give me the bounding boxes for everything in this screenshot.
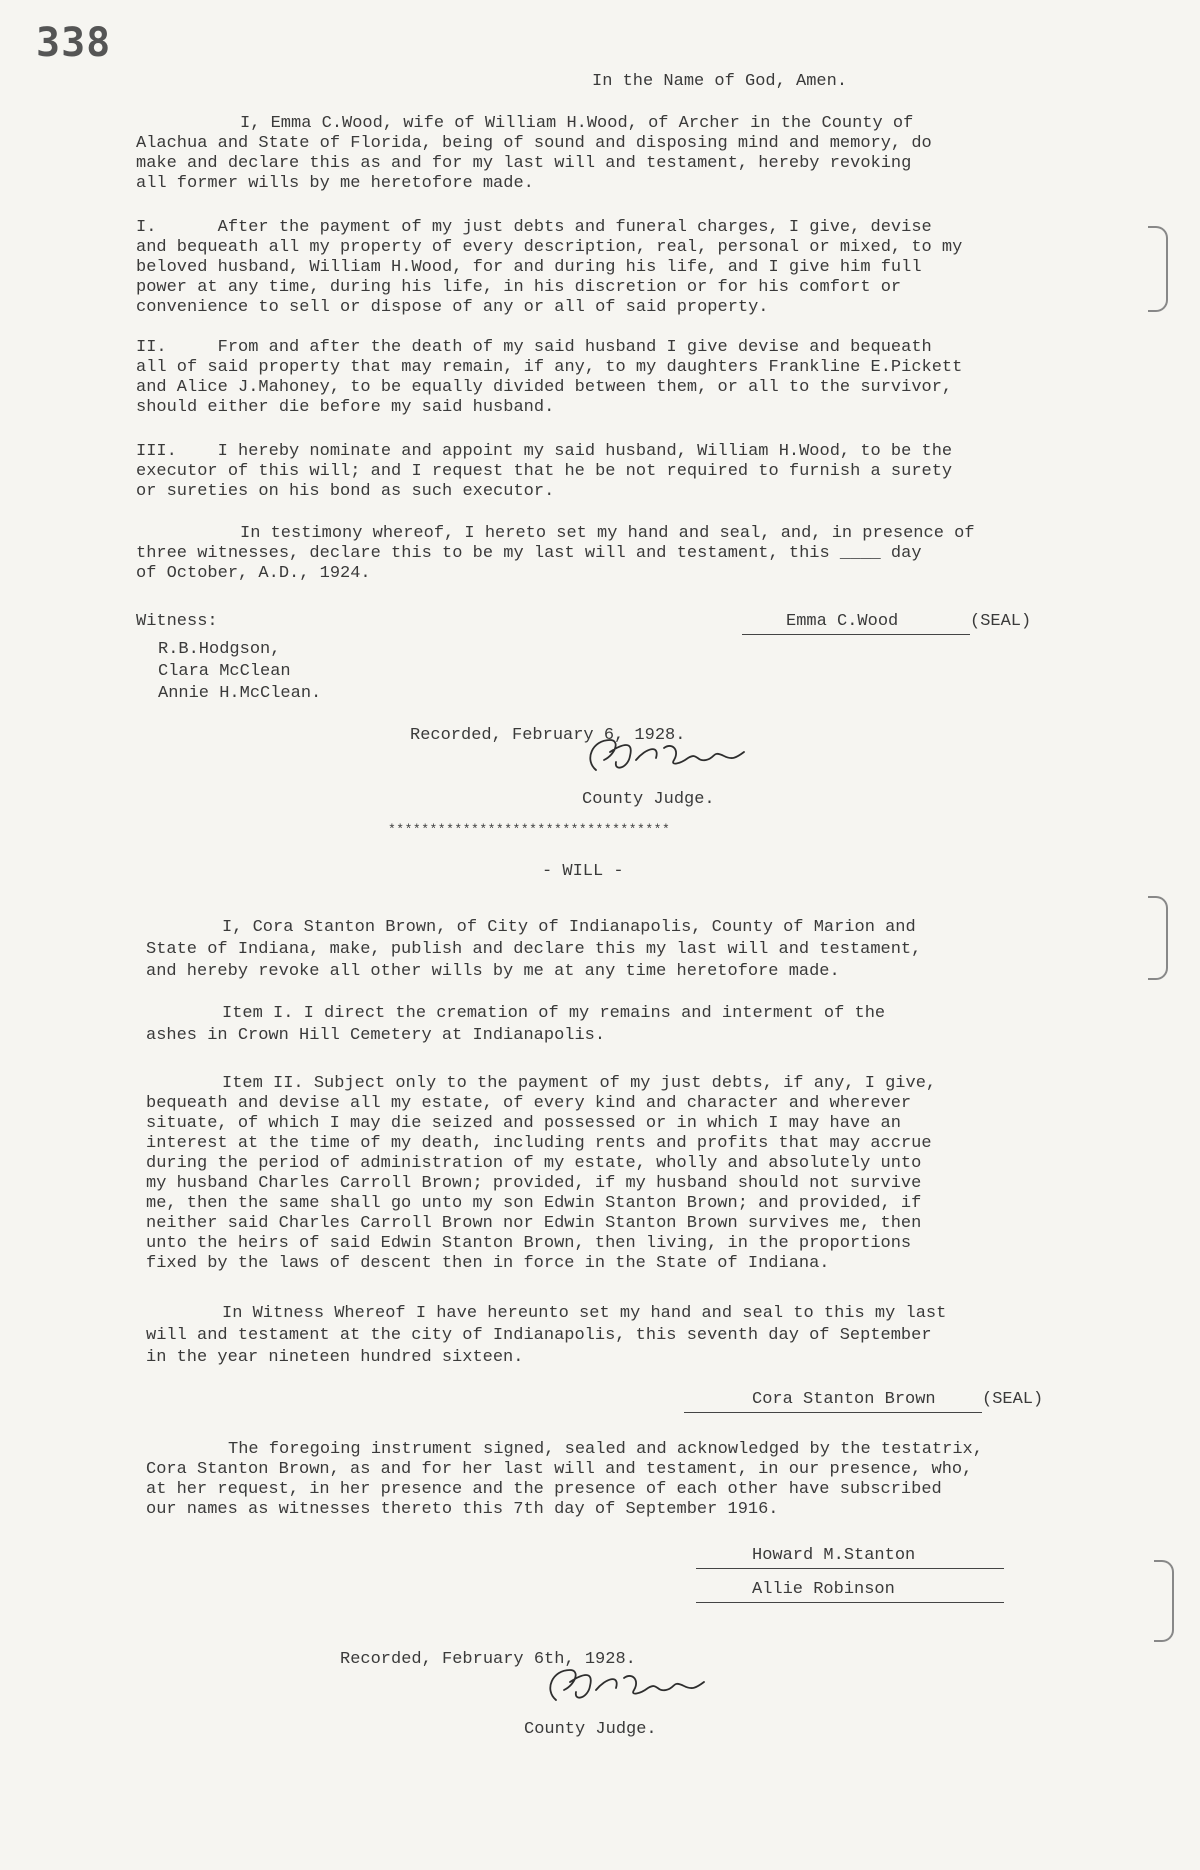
attestation-line: Cora Stanton Brown, as and for her last will and testament, in our presence, who, — [146, 1460, 973, 1479]
will2-witness-clause-line: will and testament at the city of Indianapolis, this seventh day of September — [146, 1326, 932, 1345]
will1-item1-line: beloved husband, William H.Wood, for and during his life, and I give him full — [136, 258, 922, 277]
will2-item2-line: me, then the same shall go unto my son Edwin Stanton Brown; and provided, if — [146, 1194, 922, 1213]
witness-signature: Howard M.Stanton — [752, 1546, 916, 1565]
will1-item1-line: power at any time, during his life, in his discretion or for his comfort or — [136, 278, 902, 297]
will2-title: - WILL - — [542, 862, 624, 881]
will1-item1-line: and bequeath all my property of every description, real, personal or mixed, to my — [136, 238, 963, 257]
will1-item3-line: or sureties on his bond as such executor. — [136, 482, 555, 501]
will1-intro-line: all former wills by me heretofore made. — [136, 174, 534, 193]
will2-intro-line: I, Cora Stanton Brown, of City of Indianapolis, County of Marion and — [222, 918, 916, 937]
seal-mark: (SEAL) — [970, 612, 1032, 631]
will2-witness-clause-line: in the year nineteen hundred sixteen. — [146, 1348, 524, 1367]
will2-intro-line: and hereby revoke all other wills by me at any time heretofore made. — [146, 962, 840, 981]
will2-item2-line: situate, of which I may die seized and possessed or in which I may have an — [146, 1114, 901, 1133]
county-judge-label: County Judge. — [582, 790, 715, 809]
section-separator: ********************************** — [388, 822, 671, 837]
will1-testimony-line: three witnesses, declare this to be my last will and testament, this ____ day — [136, 544, 922, 563]
will1-testimony-line: of October, A.D., 1924. — [136, 564, 371, 583]
attestation-line: at her request, in her presence and the presence of each other have subscribed — [146, 1480, 942, 1499]
will1-item3-line: III. I hereby nominate and appoint my said husband, William H.Wood, to be the — [136, 442, 953, 461]
witness-name: Clara McClean — [158, 662, 291, 681]
will1-item2-line: all of said property that may remain, if any, to my daughters Frankline E.Pickett — [136, 358, 963, 377]
will1-testimony-line: In testimony whereof, I hereto set my hand and seal, and, in presence of — [240, 524, 975, 543]
will1-item2-line: II. From and after the death of my said husband I give devise and bequeath — [136, 338, 932, 357]
will1-item1-line: I. After the payment of my just debts and funeral charges, I give, devise — [136, 218, 932, 237]
seal-mark: (SEAL) — [982, 1390, 1044, 1409]
will2-item2-line: Item II. Subject only to the payment of my just debts, if any, I give, — [222, 1074, 937, 1093]
will2-item2-line: neither said Charles Carroll Brown nor Edwin Stanton Brown survives me, then — [146, 1214, 922, 1233]
witness-name: Annie H.McClean. — [158, 684, 322, 703]
page-number: 338 — [36, 20, 112, 66]
will1-item2-line: should either die before my said husband. — [136, 398, 555, 417]
signature-line — [742, 634, 970, 635]
judge-signature-icon — [536, 1660, 716, 1712]
attestation-line: The foregoing instrument signed, sealed and acknowledged by the testatrix, — [228, 1440, 983, 1459]
county-judge-label: County Judge. — [524, 1720, 657, 1739]
will2-item2-line: interest at the time of my death, including rents and profits that may accrue — [146, 1134, 932, 1153]
will1-item2-line: and Alice J.Mahoney, to be equally divided between them, or all to the survivor, — [136, 378, 953, 397]
will2-item2-line: my husband Charles Carroll Brown; provided, if my husband should not survive — [146, 1174, 922, 1193]
witness-label: Witness: — [136, 612, 218, 631]
testator-signature: Emma C.Wood — [786, 612, 899, 631]
will1-intro-line: make and declare this as and for my last will and testament, hereby revoking — [136, 154, 912, 173]
signature-line — [684, 1412, 982, 1413]
will1-intro-line: I, Emma C.Wood, wife of William H.Wood, of Archer in the County of — [240, 114, 914, 133]
will2-item1-line: Item I. I direct the cremation of my remains and interment of the — [222, 1004, 886, 1023]
binder-bracket-icon — [1148, 226, 1168, 312]
testatrix-signature: Cora Stanton Brown — [752, 1390, 936, 1409]
recorded-date: Recorded, February 6th, 1928. — [340, 1650, 636, 1669]
witness-name: R.B.Hodgson, — [158, 640, 281, 659]
will1-item3-line: executor of this will; and I request that he be not required to furnish a surety — [136, 462, 953, 481]
recorded-date: Recorded, February 6, 1928. — [410, 726, 686, 745]
will2-item2-line: unto the heirs of said Edwin Stanton Brown, then living, in the proportions — [146, 1234, 912, 1253]
will1-heading: In the Name of God, Amen. — [592, 72, 848, 91]
binder-bracket-icon — [1154, 1560, 1174, 1642]
will2-item2-line: fixed by the laws of descent then in force in the State of Indiana. — [146, 1254, 830, 1273]
will1-intro-line: Alachua and State of Florida, being of sound and disposing mind and memory, do — [136, 134, 932, 153]
will2-item2-line: during the period of administration of my estate, wholly and absolutely unto — [146, 1154, 922, 1173]
will2-item2-line: bequeath and devise all my estate, of every kind and character and wherever — [146, 1094, 912, 1113]
binder-bracket-icon — [1148, 896, 1168, 980]
will2-witness-clause-line: In Witness Whereof I have hereunto set my hand and seal to this my last — [222, 1304, 947, 1323]
signature-line — [696, 1568, 1004, 1569]
attestation-line: our names as witnesses thereto this 7th day of September 1916. — [146, 1500, 779, 1519]
judge-signature-icon — [576, 730, 756, 782]
will2-intro-line: State of Indiana, make, publish and declare this my last will and testament, — [146, 940, 922, 959]
witness-signature: Allie Robinson — [752, 1580, 895, 1599]
will2-item1-line: ashes in Crown Hill Cemetery at Indianapolis. — [146, 1026, 606, 1045]
signature-line — [696, 1602, 1004, 1603]
will1-item1-line: convenience to sell or dispose of any or all of said property. — [136, 298, 769, 317]
